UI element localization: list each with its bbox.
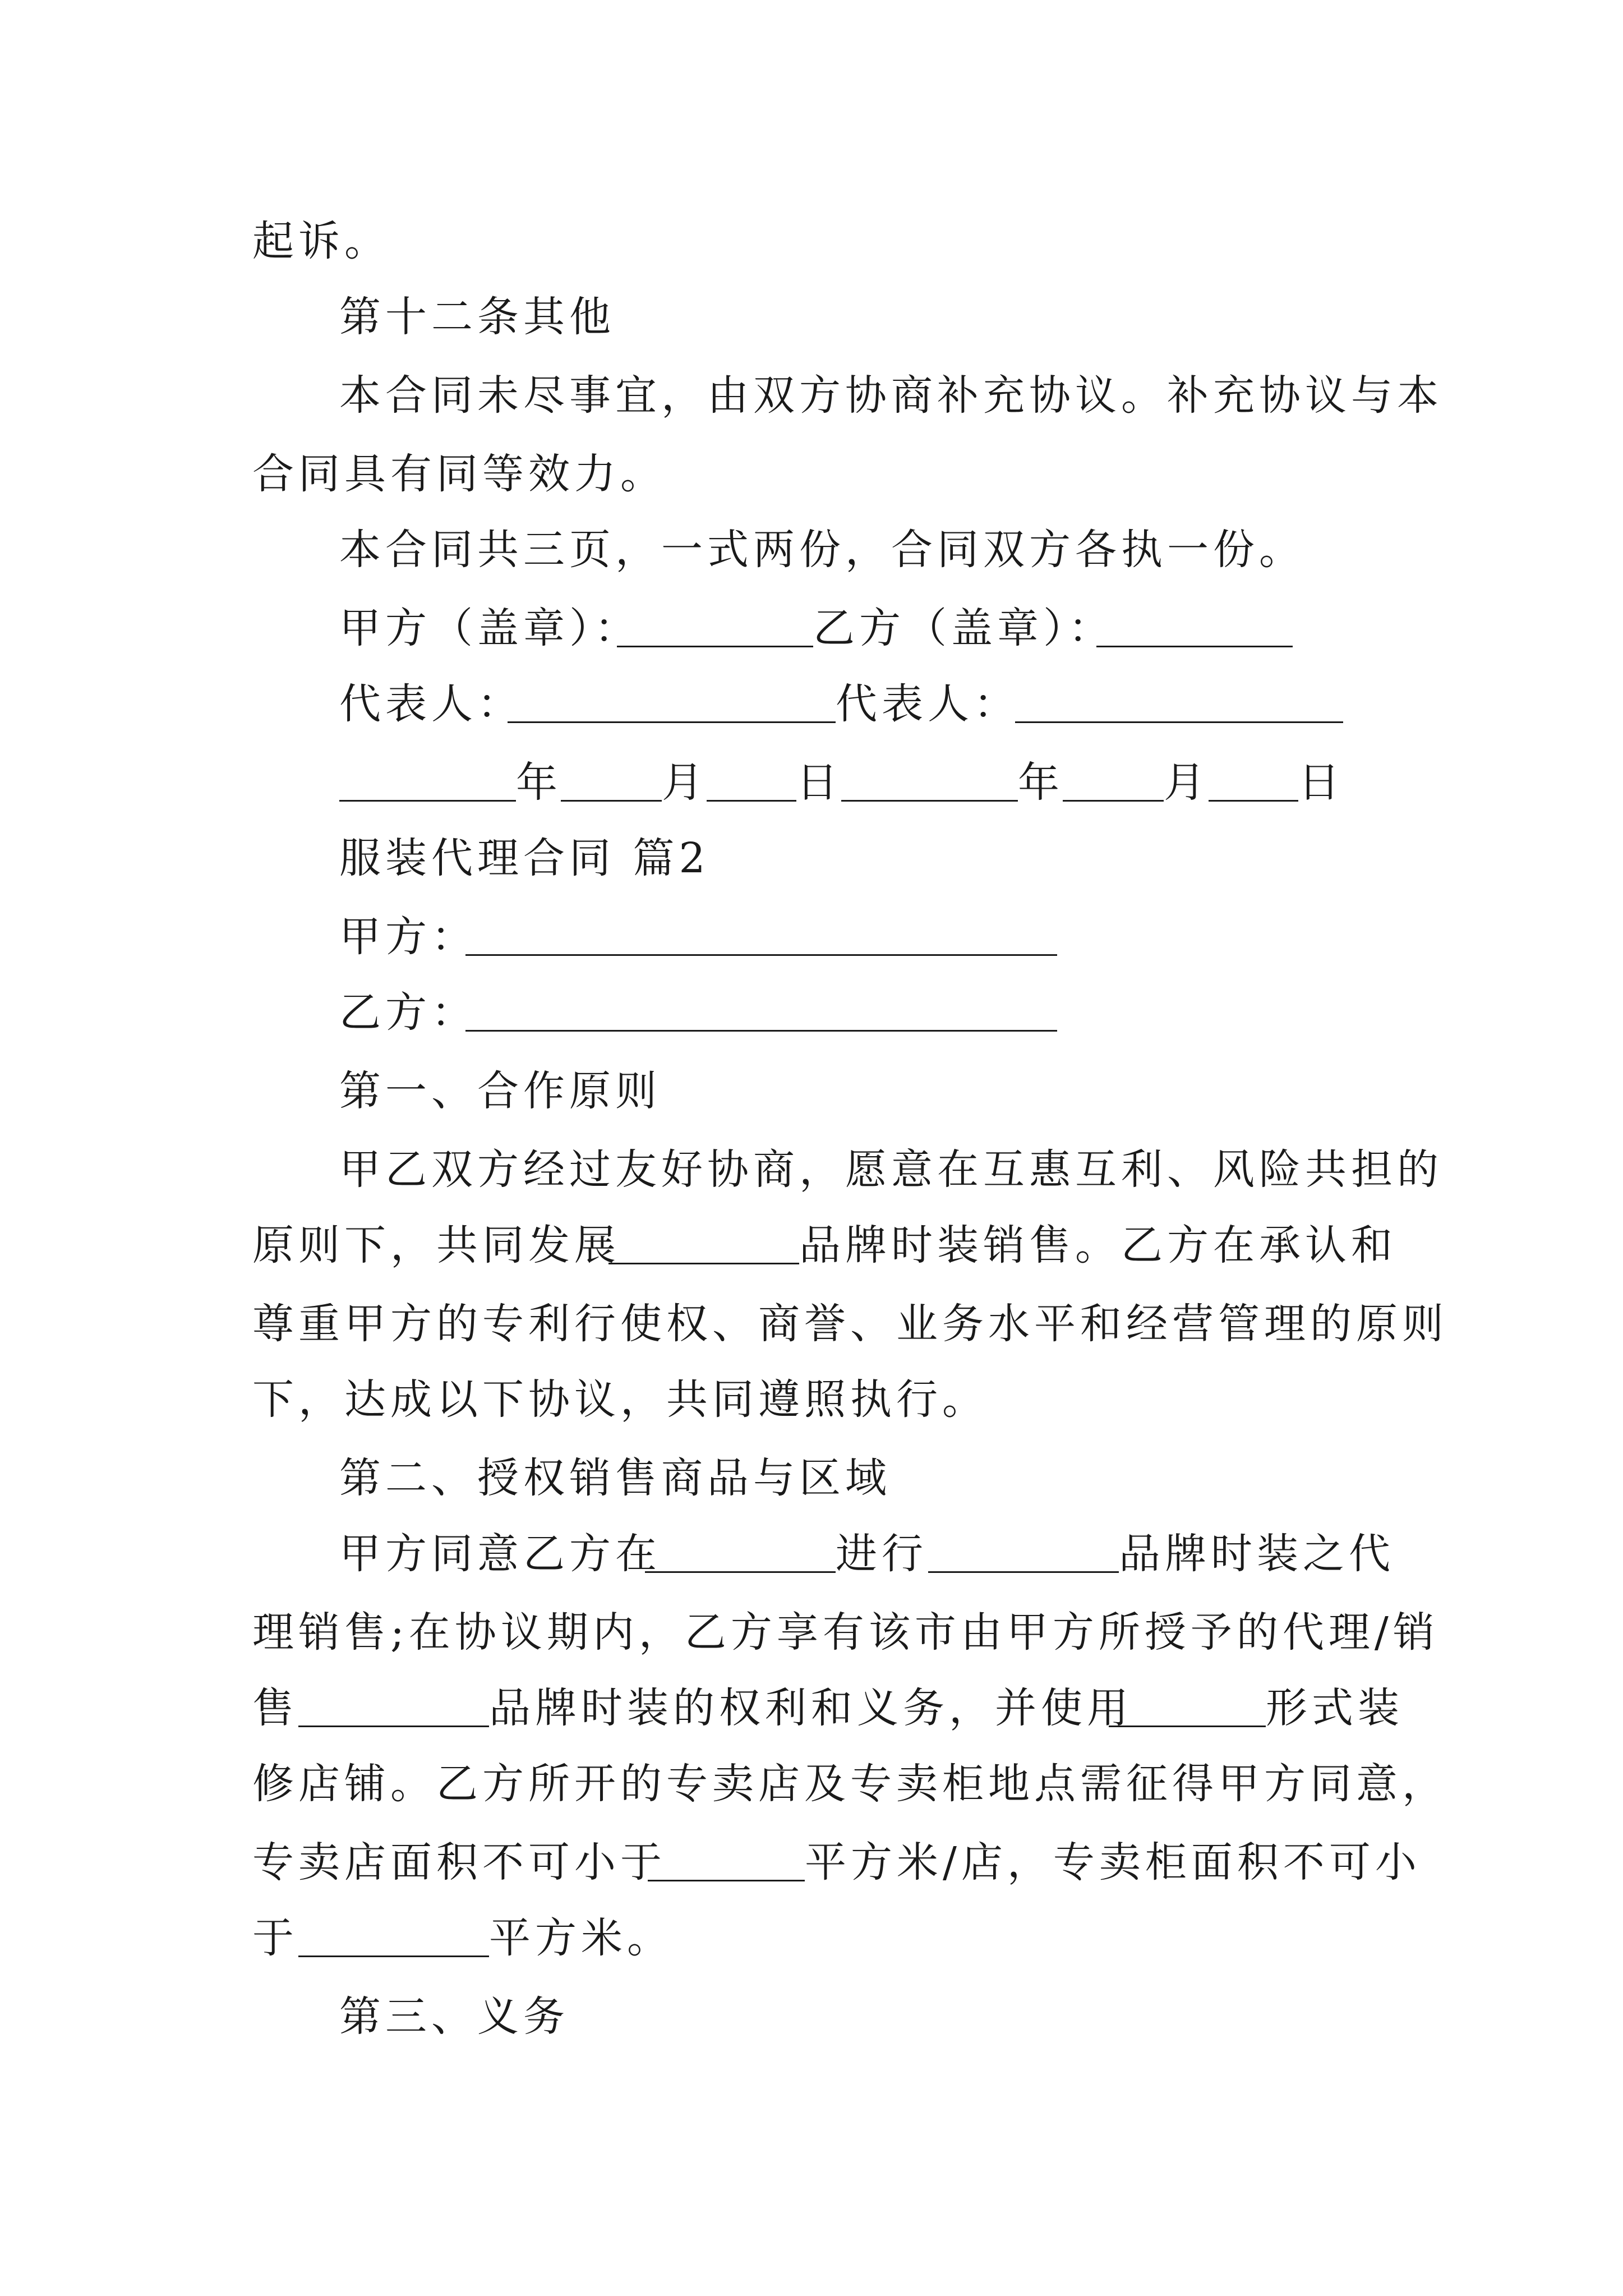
rep-a-blank [508,670,836,738]
text-segment: 品牌时装的权利和义务，并使用 [489,1684,1133,1732]
text-segment: 品牌时装销售。乙方在承认和 [799,1221,1397,1269]
paragraph-line [252,208,390,275]
day-b-label: 日 [1298,758,1344,807]
party-a-seal-label: 甲方（盖章）： [339,604,640,652]
paragraph-line [339,516,1305,583]
paragraph-line [252,440,666,508]
month-a-label: 月 [662,758,708,807]
party-b-blank [465,979,1057,1046]
text-segment: 尊重甲方的专利行使权、商誉、业务水平和经营管理的原则 [252,1300,1448,1348]
store-area-blank [648,1829,805,1896]
paragraph-line [252,1212,1397,1279]
rep-b-blank [1015,670,1343,738]
year-a-label: 年 [516,758,562,807]
rep-b-label: 代表人： [836,680,1020,728]
text-segment: 原则下，共同发展 [252,1221,620,1269]
decoration-form-blank [1109,1674,1266,1742]
year-b-label: 年 [1018,758,1064,807]
text-segment: 起诉。 [252,217,390,265]
paragraph-line [252,1750,1448,1818]
party-a-label: 甲方： [339,913,477,961]
text-segment: 下，达成以下协议，共同遵照执行。 [252,1375,988,1424]
date-line [339,749,1343,816]
party-a-seal-blank [617,595,813,662]
party-b-seal-label: 乙方（盖章）： [813,604,1114,652]
text-segment: 第二、授权销售商品与区域 [339,1454,891,1502]
text-segment: 专卖店面积不可小于 [252,1838,666,1887]
text-segment: 服装代理合同 篇2 [339,834,710,882]
text-segment: 甲乙双方经过友好协商，愿意在互惠互利、风险共担的 [339,1145,1443,1194]
paragraph-line [252,1290,1448,1358]
paragraph-line [339,1136,1443,1203]
paragraph-line [339,362,1443,429]
party-a-blank [465,903,1057,970]
region-blank [645,1520,836,1588]
month-a-blank [561,749,662,816]
brand-blank [608,1212,799,1279]
party-b-label: 乙方： [339,988,477,1037]
text-segment: 平方米/店，专卖柜面积不可小 [805,1838,1421,1887]
party-b-line [339,979,1057,1046]
section-heading [339,283,615,351]
day-b-blank [1209,749,1298,816]
day-a-blank [707,749,796,816]
party-a-line [339,903,1057,970]
signature-seal-line [339,595,1293,662]
brand-blank [298,1674,489,1742]
text-segment: 甲方同意乙方在 [339,1530,661,1578]
text-segment: 于 [252,1914,298,1962]
brand-blank [928,1520,1119,1588]
text-segment: 第十二条其他 [339,293,615,341]
text-segment: 平方米。 [489,1914,673,1962]
text-segment: 售 [252,1684,298,1732]
paragraph-line [252,1599,1439,1666]
contract-title [339,825,710,892]
month-b-blank [1063,749,1164,816]
paragraph-line [252,1366,988,1433]
text-segment: 本合同未尽事宜，由双方协商补充协议。补充协议与本 [339,371,1443,420]
paragraph-line [252,1829,1421,1896]
year-b-blank [841,749,1018,816]
section-heading [339,1444,891,1512]
text-segment: 理销售;在协议期内，乙方享有该市由甲方所授予的代理/销 [252,1608,1439,1657]
section-heading [339,1983,569,2050]
month-b-label: 月 [1164,758,1210,807]
representative-line [339,670,1343,738]
paragraph-line [252,1674,1404,1742]
text-segment: 品牌时装之代 [1119,1530,1395,1578]
paragraph-line [339,1520,1395,1588]
year-a-blank [339,749,516,816]
party-b-seal-blank [1096,595,1293,662]
text-segment: 形式装 [1266,1684,1404,1732]
text-segment: 修店铺。乙方所开的专卖店及专卖柜地点需征得甲方同意， [252,1760,1448,1808]
text-segment: 进行 [836,1530,928,1578]
day-a-label: 日 [796,758,842,807]
counter-area-blank [298,1904,489,1972]
text-segment: 第三、义务 [339,1993,569,2041]
section-heading [339,1057,661,1125]
paragraph-line [252,1904,673,1972]
text-segment: 本合同共三页，一式两份，合同双方各执一份。 [339,526,1305,574]
text-segment: 第一、合作原则 [339,1067,661,1115]
text-segment: 合同具有同等效力。 [252,450,666,498]
rep-a-label: 代表人： [339,680,523,728]
